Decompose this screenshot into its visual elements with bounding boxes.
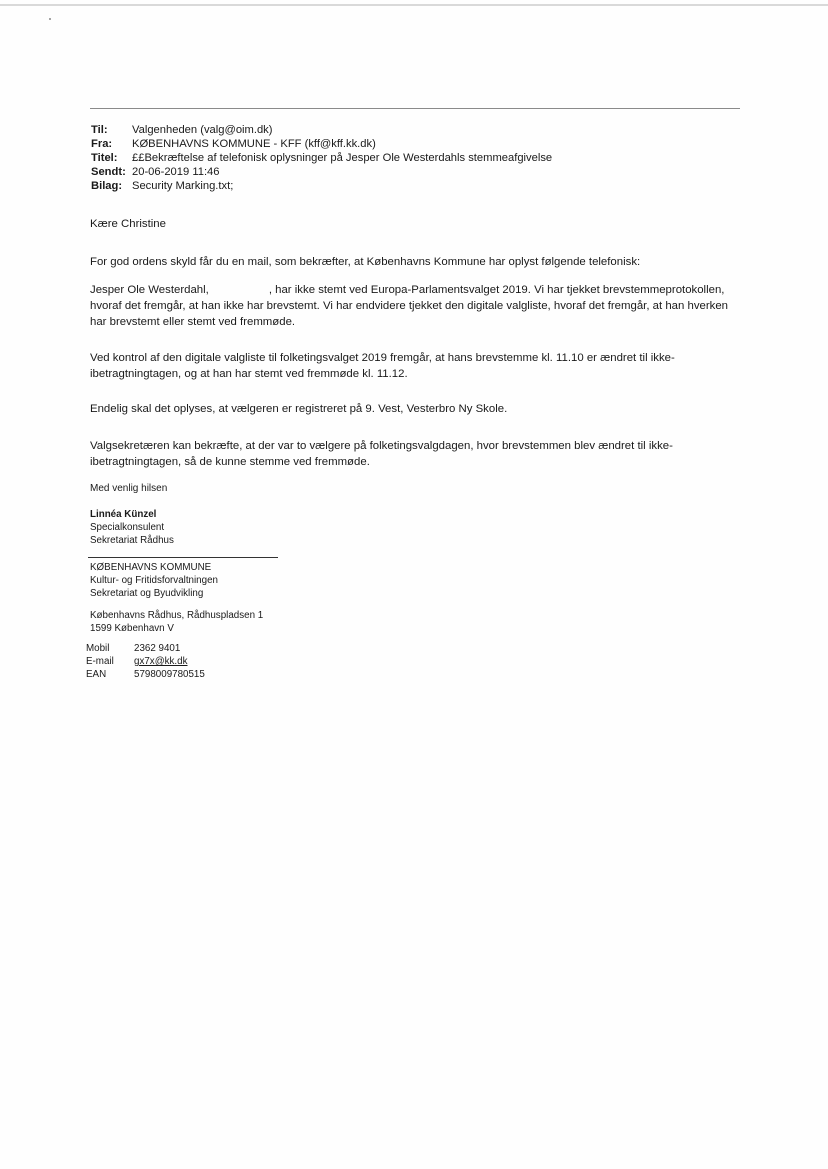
paragraph-text: Valgsekretæren kan bekræfte, at der var to vælgere på folketingsvalgdagen, hvor brevstemmen blev ændret til ikke-ibetragtningtagen, så de kunne stemme ved fremmøde.: [90, 440, 673, 468]
contact-value: 2362 9401: [134, 643, 181, 654]
paragraph-text: [90, 282, 740, 330]
header-label: Titel:: [91, 152, 118, 164]
org-name: KØBENHAVNS KOMMUNE: [90, 562, 212, 573]
signature-name: Linnéa Künzel: [90, 509, 157, 520]
header-label: Bilag:: [91, 180, 123, 192]
contact-label: Mobil: [86, 643, 110, 654]
address-line: 1599 København V: [90, 623, 174, 634]
closing-text: Med venlig hilsen: [90, 483, 168, 494]
header-row-sent: [91, 165, 552, 179]
header-divider: [90, 108, 740, 109]
paragraph-2: [90, 282, 740, 330]
header-label: Til:: [91, 124, 108, 136]
signature-divider: [88, 557, 278, 558]
signature-address: [90, 609, 263, 635]
header-value: KØBENHAVNS KOMMUNE - KFF (kff@kff.kk.dk): [132, 138, 376, 150]
org-department: Kultur- og Fritidsforvaltningen: [90, 575, 218, 586]
contact-value: 5798009780515: [134, 669, 205, 680]
org-unit: Sekretariat og Byudvikling: [90, 588, 204, 599]
signature-contacts: [86, 642, 205, 681]
email-link[interactable]: gx7x@kk.dk: [134, 656, 188, 667]
scan-speck: [49, 18, 51, 20]
paragraph-2-start: Jesper Ole Westerdahl,: [90, 284, 209, 296]
paragraph-1: [90, 254, 740, 270]
header-value: 20-06-2019 11:46: [132, 166, 220, 178]
address-line: Københavns Rådhus, Rådhuspladsen 1: [90, 610, 264, 621]
paragraph-2-rest: , har ikke stemt ved Europa-Parlamentsvalget 2019. Vi har tjekket brevstemmeprotokollen, hvoraf det fremgår, at han ikke har brevstemt. Vi har endvidere tjekket den digitale valgliste, hvoraf det fremgår, at han hverken har brevstemt eller stemt ved fremmøde.: [90, 284, 729, 328]
signature-organization: [90, 561, 218, 600]
paragraph-text: Ved kontrol af den digitale valgliste til folketingsvalget 2019 fremgår, at hans brevstemme kl. 11.10 er ændret til ikke-ibetragtningtagen, og at han har stemt ved fremmøde kl. 11.12.: [90, 352, 675, 380]
contact-row-mobile: [86, 642, 205, 655]
header-value: Valgenheden (valg@oim.dk): [132, 124, 273, 136]
header-row-subject: [91, 151, 552, 165]
paragraph-text: Endelig skal det oplyses, at vælgeren er registreret på 9. Vest, Vesterbro Ny Skole.: [90, 403, 508, 415]
header-row-from: [91, 137, 552, 151]
contact-label: E-mail: [86, 656, 114, 667]
header-value: Security Marking.txt;: [132, 180, 234, 192]
contact-row-ean: [86, 668, 205, 681]
contact-label: EAN: [86, 669, 107, 680]
header-row-to: [91, 123, 552, 137]
header-row-attachment: [91, 179, 552, 193]
paragraph-3: [90, 350, 740, 382]
signature-person: [90, 508, 174, 547]
greeting: [90, 216, 740, 232]
header-value: ££Bekræftelse af telefonisk oplysninger på Jesper Ole Westerdahls stemmeafgivelse: [132, 152, 553, 164]
signature-unit: Sekretariat Rådhus: [90, 535, 174, 546]
greeting-text: Kære Christine: [90, 218, 166, 230]
header-label: Sendt:: [91, 166, 126, 178]
paragraph-4: [90, 401, 740, 417]
paragraph-text: For god ordens skyld får du en mail, som bekræfter, at Københavns Kommune har oplyst følgende telefonisk:: [90, 256, 641, 268]
closing: [90, 481, 740, 497]
email-headers: [91, 123, 552, 193]
signature-title: Specialkonsulent: [90, 522, 165, 533]
paragraph-5: [90, 438, 740, 470]
page-top-edge: [0, 4, 828, 6]
contact-row-email: [86, 655, 205, 668]
header-label: Fra:: [91, 138, 113, 150]
